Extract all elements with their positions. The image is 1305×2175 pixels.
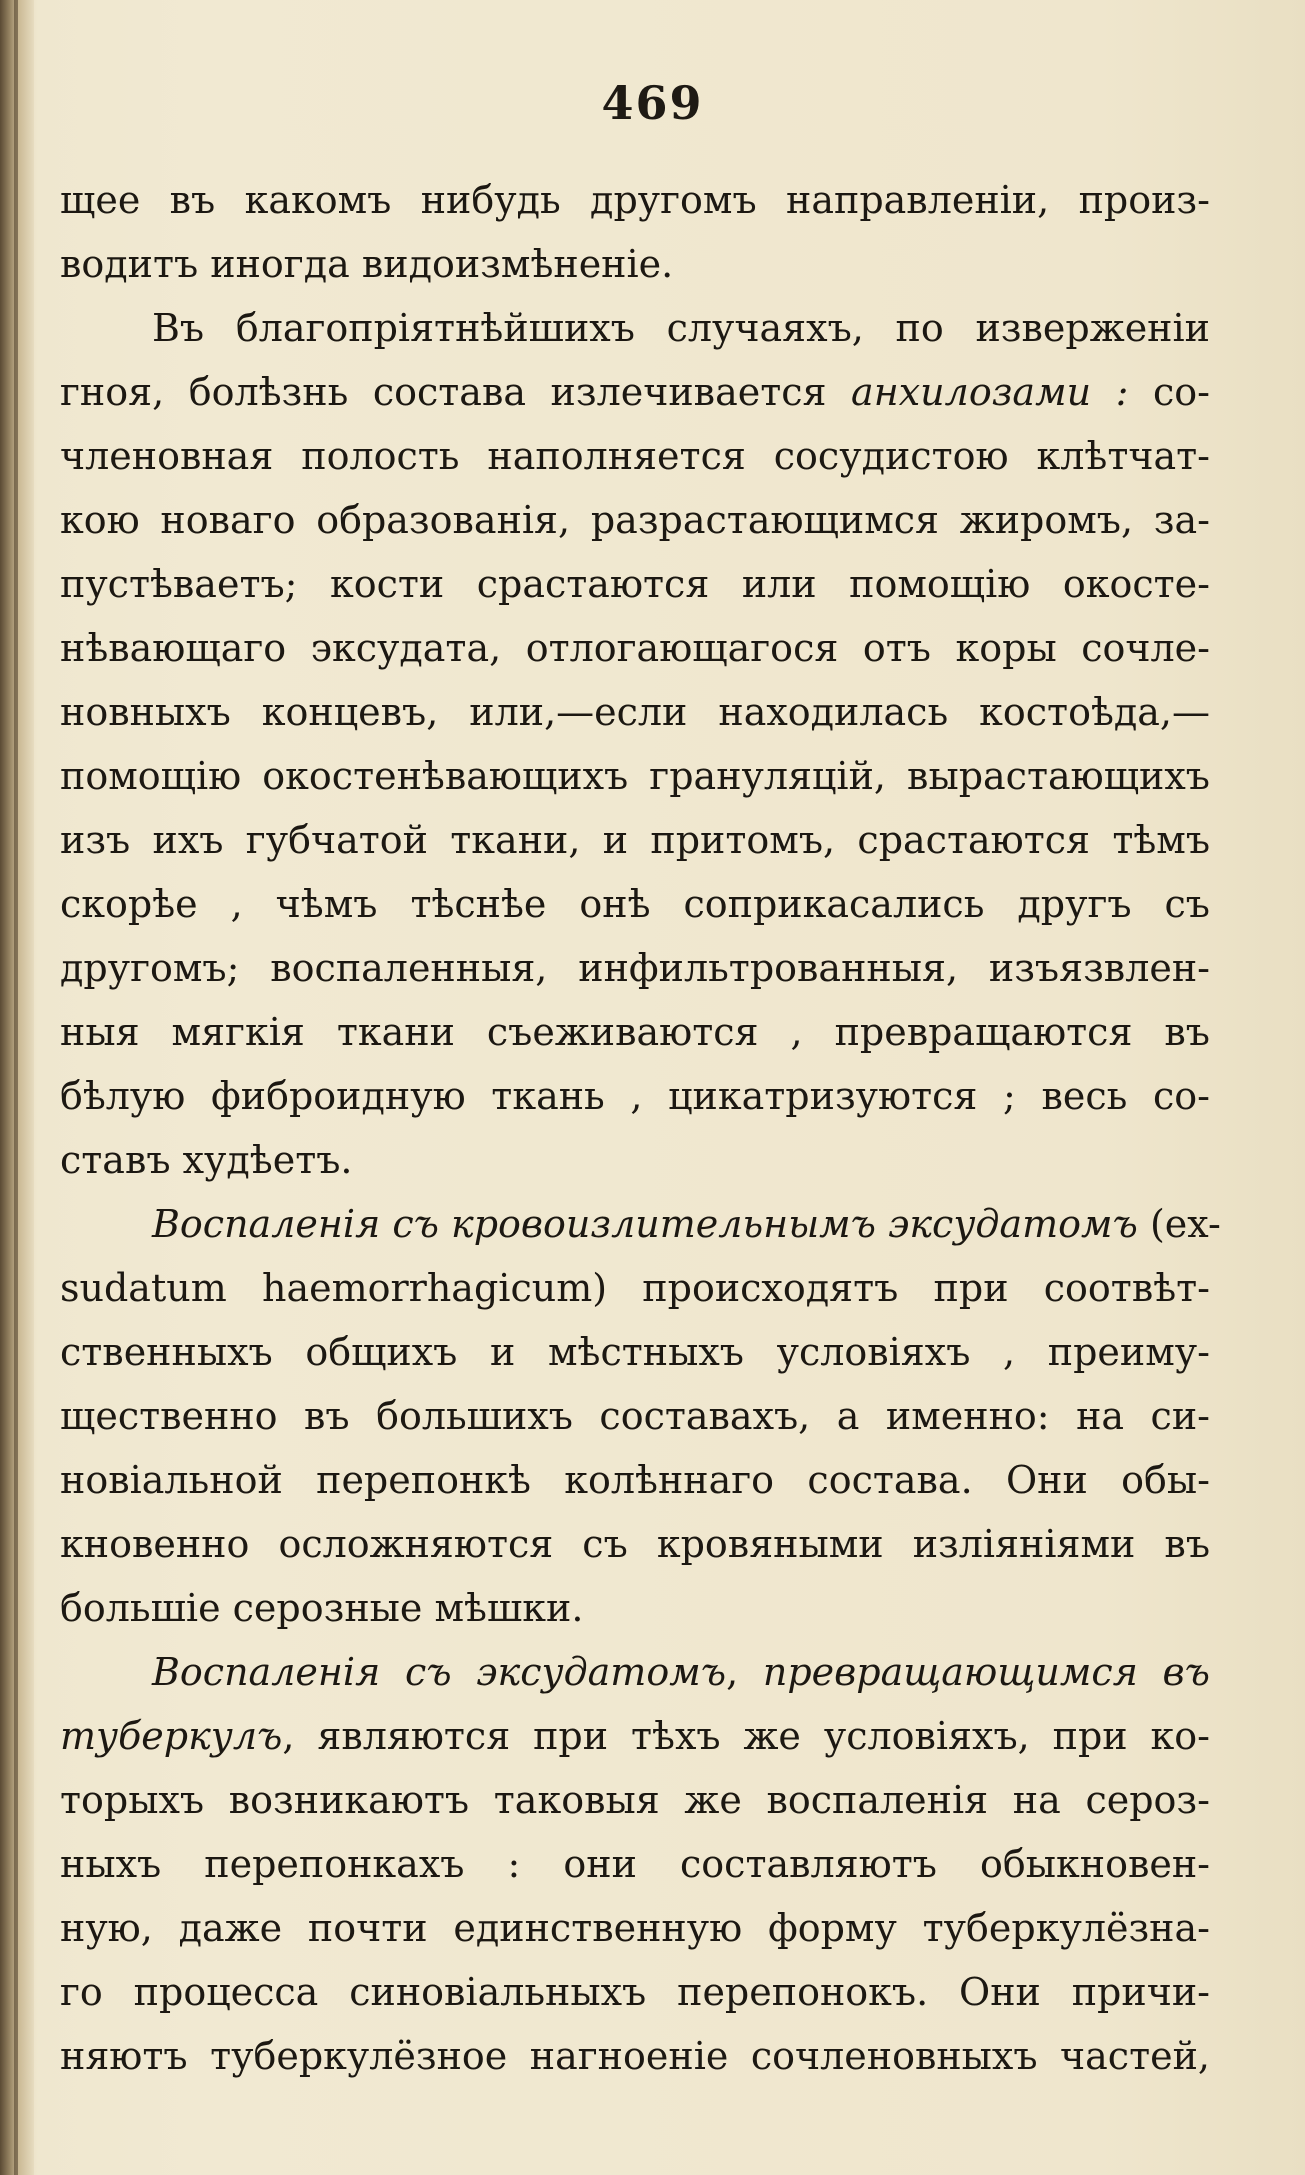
text-segment: кою новаго образованія, разрастающимся жиромъ, за- [60, 498, 1210, 542]
text-segment: членовная полость наполняется сосудистою клѣтчат- [60, 434, 1210, 478]
italic-term: анхилозами : [851, 370, 1129, 414]
binding-edge [14, 0, 18, 2175]
text-line [60, 1512, 1210, 1576]
text-line [60, 744, 1210, 808]
text-segment: нѣвающаго эксудата, отлогающагося отъ коры сочле- [60, 626, 1210, 670]
text-line [60, 1768, 1210, 1832]
text-line [60, 1832, 1210, 1896]
text-line [60, 1064, 1210, 1128]
text-line [60, 1320, 1210, 1384]
text-segment: новныхъ концевъ, или,—если находилась костоѣда,— [60, 690, 1210, 734]
text-segment: няютъ туберкулёзное нагноеніе сочленовныхъ частей, [60, 2034, 1210, 2078]
text-line [60, 680, 1210, 744]
text-segment: щественно въ большихъ составахъ, а именно: на си- [60, 1394, 1210, 1438]
text-segment: другомъ; воспаленныя, инфильтрованныя, изъязвлен- [60, 946, 1210, 990]
text-segment: ную, даже почти единственную форму туберкулёзна- [60, 1906, 1210, 1950]
text-line [60, 360, 1210, 424]
text-line [60, 1640, 1210, 1704]
text-line [60, 936, 1210, 1000]
text-line [60, 296, 1210, 360]
text-segment: ственныхъ общихъ и мѣстныхъ условіяхъ , преиму- [60, 1330, 1210, 1374]
page-number: 469 [601, 76, 704, 130]
text-line [60, 1704, 1210, 1768]
text-segment: го процесса синовіальныхъ перепонокъ. Они причи- [60, 1970, 1210, 2014]
italic-term: Воспаленія съ эксудатомъ [152, 1650, 727, 1694]
text-line [60, 616, 1210, 680]
text-segment: (ex- [1137, 1202, 1221, 1246]
text-line [60, 1576, 1210, 1640]
text-line [60, 1000, 1210, 1064]
text-segment: sudatum haemorrhagicum) происходятъ при соотвѣт- [60, 1266, 1210, 1310]
text-line [60, 488, 1210, 552]
text-segment: большіе серозные мѣшки. [60, 1586, 584, 1630]
text-segment: ныхъ перепонкахъ : они составляютъ обыкновен- [60, 1842, 1210, 1886]
text-line [60, 1128, 1210, 1192]
text-segment: со- [1128, 370, 1210, 414]
text-line [60, 808, 1210, 872]
body-text [60, 168, 1221, 2088]
text-segment: новіальной перепонкѣ колѣннаго состава. Они обы- [60, 1458, 1210, 1502]
text-segment: , [726, 1650, 763, 1694]
text-line [60, 1448, 1210, 1512]
text-line [60, 1960, 1210, 2024]
text-line [60, 232, 1210, 296]
text-segment: помощію окостенѣвающихъ грануляцій, вырастающихъ [60, 754, 1210, 798]
text-segment: водитъ иногда видоизмѣненіе. [60, 242, 674, 286]
text-line [60, 168, 1210, 232]
text-line [60, 1896, 1210, 1960]
text-segment: изъ ихъ губчатой ткани, и притомъ, срастаются тѣмъ [60, 818, 1210, 862]
text-segment: бѣлую фиброидную ткань , цикатризуются ; весь со- [60, 1074, 1210, 1118]
text-segment: ныя мягкія ткани съеживаются , превращаются въ [60, 1010, 1210, 1054]
text-segment: щее въ какомъ нибудь другомъ направленіи, произ- [60, 178, 1210, 222]
italic-term: Воспаленія съ кровоизлительнымъ эксудатомъ [152, 1202, 1138, 1246]
text-line [60, 1256, 1210, 1320]
text-segment: торыхъ возникаютъ таковыя же воспаленія на сероз- [60, 1778, 1210, 1822]
text-segment: гноя, болѣзнь состава излечивается [60, 370, 852, 414]
text-line [60, 552, 1210, 616]
text-segment: пустѣваетъ; кости срастаются или помощію окосте- [60, 562, 1210, 606]
text-segment: ставъ худѣетъ. [60, 1138, 353, 1182]
italic-term: туберкулъ [60, 1714, 283, 1758]
text-line [60, 872, 1210, 936]
text-segment: кновенно осложняются съ кровяными изліяніями въ [60, 1522, 1210, 1566]
text-line [60, 1192, 1221, 1256]
text-line [60, 1384, 1210, 1448]
text-line [60, 424, 1210, 488]
text-line [60, 2024, 1210, 2088]
text-segment: , являются при тѣхъ же условіяхъ, при ко- [282, 1714, 1210, 1758]
text-segment: Въ благопріятнѣйшихъ случаяхъ, по изверженіи [152, 306, 1210, 350]
italic-term: превращающимся въ [762, 1650, 1211, 1694]
text-segment: скорѣе , чѣмъ тѣснѣе онѣ соприкасались другъ съ [60, 882, 1210, 926]
